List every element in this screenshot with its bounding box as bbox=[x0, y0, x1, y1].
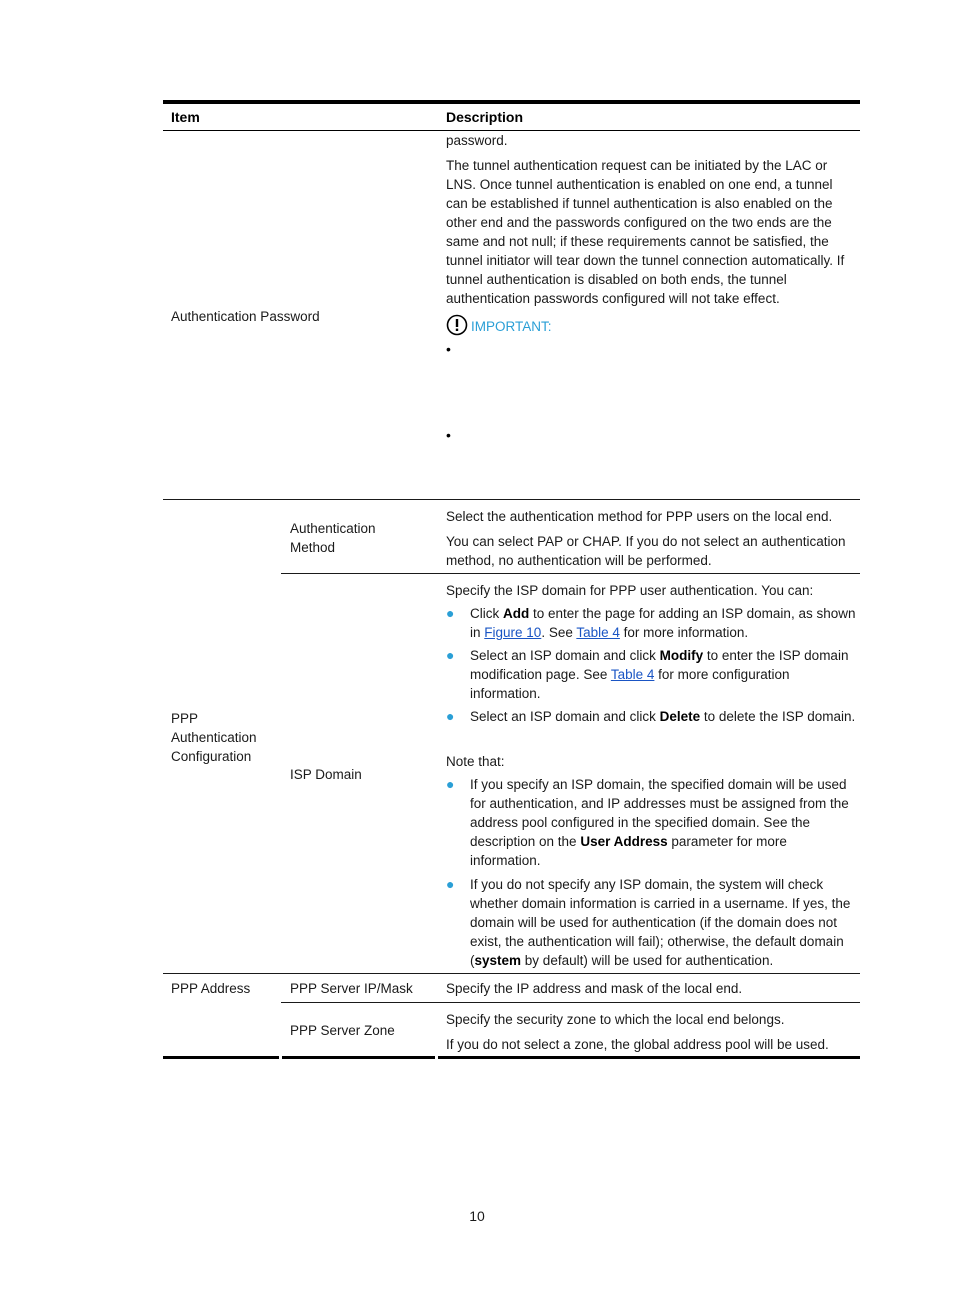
sub-item-authentication-method: Authentication Method bbox=[290, 521, 376, 555]
table-bottom-rule bbox=[282, 1056, 435, 1059]
bullet-dot: • bbox=[446, 427, 451, 443]
desc-auth-method-1: Select the authentication method for PPP users on the local end. bbox=[446, 509, 833, 524]
bullet-icon: ● bbox=[446, 776, 455, 792]
document-page: Item Description Authentication Password password. The tunnel authentication request can be initiated by the LAC or LNS. Once tunnel authentication is enabled on one end, a tunnel can be established if tunnel authentication is also enabled on the other end and the passwords configured on the two ends are the same and not null; if these requirements cannot be satisfied, the tunnel initiator will tear down the tunnel connection automatically. If tunnel authentication is disabled on both ends, the tunnel authentication passwords configured will not take effect. IMPORTANT: • • PPP Authentication Configuration Authentication Method Select the authentication method for PPP users on the local end. You can select PAP or CHAP. If you do not select an authentication method, no authentication will be performed. ISP Domain Specify the ISP domain for PPP user authentication. You can: ● Click Add to enter the page for adding an ISP domain, as shown in Figure 10. See Table 4 for more information. ● Select an ISP domain and click Modify to enter the ISP domain modification page. See Table 4 for more configuration information. ● Select an ISP domain and click Delete to delete the ISP domain. Note that: ● If you specify an ISP domain, the specified domain will be used for authentication, and IP addresses must be assigned from the address pool configured in the specified domain. See the description on the User Address parameter for more information. ● If you do not specify any ISP domain, the system will check whether domain information is carried in a username. If yes, the domain will be used for authentication (if the domain does not exist, the authentication will fail); otherwise, the default domain (system by default) will be used for authentication. PPP Address PPP Server IP/Mask Specify the IP address and mask of the local end. PPP Server Zone Specify the security zone to which the local end belongs. If you do not select a zone, the global address pool will be used. 10 bbox=[0, 0, 954, 1294]
desc-server-zone-2: If you do not select a zone, the global address pool will be used. bbox=[446, 1037, 829, 1052]
bullet-icon: ● bbox=[446, 708, 455, 724]
desc-server-ip: Specify the IP address and mask of the local end. bbox=[446, 981, 743, 996]
bullet-icon: ● bbox=[446, 647, 455, 663]
header-item: Item bbox=[171, 109, 200, 125]
item-ppp-authentication-configuration: PPP Authentication Configuration bbox=[171, 711, 257, 764]
bullet-icon: ● bbox=[446, 605, 455, 621]
desc-note-that: Note that: bbox=[446, 754, 505, 769]
desc-auth-method-2: You can select PAP or CHAP. If you do not select an authentication method, no authentication will be performed. bbox=[446, 534, 846, 568]
link-figure-10[interactable]: Figure 10 bbox=[484, 625, 542, 640]
link-table-4[interactable]: Table 4 bbox=[576, 625, 620, 640]
bullet-dot: • bbox=[446, 341, 451, 357]
row-divider bbox=[163, 973, 860, 974]
bullet-icon: ● bbox=[446, 876, 455, 892]
important-icon bbox=[446, 314, 468, 336]
system-keyword: system bbox=[474, 953, 522, 968]
row-divider bbox=[281, 1002, 860, 1003]
sub-item-isp-domain: ISP Domain bbox=[290, 767, 362, 782]
row-divider bbox=[281, 573, 860, 574]
desc-tunnel-auth: The tunnel authentication request can be initiated by the LAC or LNS. Once tunnel authentication is enabled on one end, a tunnel can be established if tunnel authentication is also enabled on the other end and the passwords configured on the two ends are the same and not null; if these requirements cannot be satisfied, the tunnel initiator will tear down the tunnel connection automatically. If tunnel authentication is disabled on both ends, the tunnel authentication passwords configured will not take effect. bbox=[446, 158, 845, 306]
table-bottom-rule bbox=[163, 1056, 279, 1059]
row-divider bbox=[163, 499, 860, 500]
link-table-4[interactable]: Table 4 bbox=[610, 667, 655, 682]
sub-item-ppp-server-zone: PPP Server Zone bbox=[290, 1023, 395, 1038]
page-number: 10 bbox=[469, 1208, 485, 1224]
desc-password-cont: password. bbox=[446, 133, 508, 148]
add-keyword: Add bbox=[503, 606, 530, 621]
desc-isp-intro: Specify the ISP domain for PPP user authentication. You can: bbox=[446, 583, 814, 598]
item-authentication-password: Authentication Password bbox=[171, 309, 320, 324]
table-bottom-rule bbox=[438, 1056, 860, 1059]
important-label: IMPORTANT: bbox=[471, 319, 552, 334]
item-ppp-address: PPP Address bbox=[171, 981, 251, 996]
table-top-rule bbox=[163, 100, 860, 104]
header-description: Description bbox=[446, 109, 524, 125]
sub-item-ppp-server-ip-mask: PPP Server IP/Mask bbox=[290, 981, 413, 996]
user-address-keyword: User Address bbox=[580, 834, 668, 849]
desc-server-zone-1: Specify the security zone to which the local end belongs. bbox=[446, 1012, 785, 1027]
delete-keyword: Delete bbox=[659, 709, 701, 724]
modify-keyword: Modify bbox=[659, 648, 704, 663]
